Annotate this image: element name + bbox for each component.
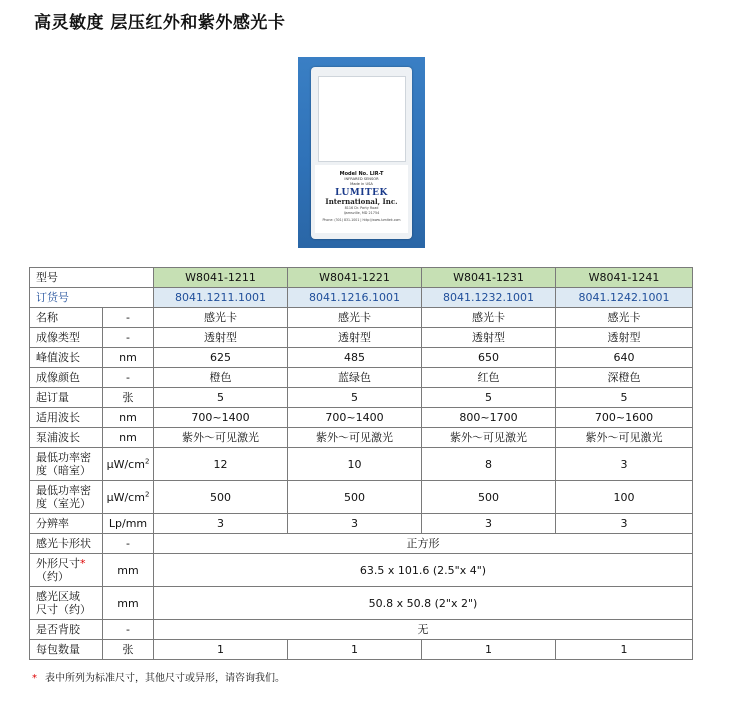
value-cell: 1	[556, 640, 693, 660]
value-cell: 感光卡	[556, 308, 693, 328]
sensor-card	[311, 67, 412, 239]
unit-cell: 张	[103, 640, 154, 660]
order-number-cell: 8041.1211.1001	[154, 288, 288, 308]
merged-value-cell: 50.8 x 50.8 (2"x 2")	[154, 587, 693, 620]
value-cell: 500	[154, 481, 288, 514]
order-number-cell: 8041.1232.1001	[422, 288, 556, 308]
value-cell: 650	[422, 348, 556, 368]
card-address-2: Ijamsville, MD 21754	[343, 210, 380, 215]
merged-value-cell: 正方形	[154, 534, 693, 554]
card-phone: Phone: (301) 831-1001 | http://www.lumitek.com	[322, 218, 401, 222]
table-row-shape	[30, 534, 693, 554]
row-label-line: （约）	[36, 570, 69, 583]
merged-value-cell: 无	[154, 620, 693, 640]
product-photo	[298, 57, 425, 248]
row-label-line: 最低功率密	[36, 484, 91, 497]
table-row-outer-size	[30, 554, 693, 587]
value-cell: 12	[154, 448, 288, 481]
unit-cell: mm	[103, 587, 154, 620]
model-cell: W8041-1211	[154, 268, 288, 288]
value-cell: 透射型	[154, 328, 288, 348]
row-label: 成像颜色	[30, 368, 103, 388]
row-label: 分辨率	[30, 514, 103, 534]
value-cell: 800~1700	[422, 408, 556, 428]
unit-cell: 张	[103, 388, 154, 408]
value-cell: 700~1400	[154, 408, 288, 428]
row-label	[30, 587, 103, 620]
unit-cell: -	[103, 620, 154, 640]
unit-cell: nm	[103, 428, 154, 448]
card-company: International, Inc.	[325, 197, 398, 206]
value-cell: 5	[154, 388, 288, 408]
table-row	[30, 428, 693, 448]
value-cell: 1	[288, 640, 422, 660]
value-cell: 5	[422, 388, 556, 408]
footnote	[32, 669, 285, 684]
order-number-cell: 8041.1216.1001	[288, 288, 422, 308]
lumitek-logo: LUMITEK	[335, 188, 388, 198]
row-label	[30, 448, 103, 481]
merged-value-cell: 63.5 x 101.6 (2.5"x 4")	[154, 554, 693, 587]
unit-cell: -	[103, 368, 154, 388]
table-row-density-room	[30, 481, 693, 514]
unit-cell	[103, 448, 154, 481]
value-cell: 100	[556, 481, 693, 514]
row-label: 是否背胶	[30, 620, 103, 640]
row-label	[30, 481, 103, 514]
row-label: 泵浦波长	[30, 428, 103, 448]
table-row-density-dark	[30, 448, 693, 481]
table-row	[30, 348, 693, 368]
value-cell: 红色	[422, 368, 556, 388]
order-number-cell: 8041.1242.1001	[556, 288, 693, 308]
value-cell: 感光卡	[288, 308, 422, 328]
value-cell: 蓝绿色	[288, 368, 422, 388]
row-label-line: 度（室光）	[36, 497, 91, 510]
unit-text: μW/cm	[106, 490, 145, 504]
footnote-marker: *	[80, 557, 86, 570]
table-row-model	[30, 268, 693, 288]
unit-cell: -	[103, 328, 154, 348]
card-label	[315, 165, 408, 233]
value-cell: 3	[422, 514, 556, 534]
model-cell: W8041-1241	[556, 268, 693, 288]
row-label: 起订量	[30, 388, 103, 408]
row-label-line: 感光区域	[36, 590, 80, 603]
sensor-area	[318, 76, 406, 162]
value-cell: 紫外～可见激光	[288, 428, 422, 448]
value-cell: 透射型	[422, 328, 556, 348]
value-cell: 500	[422, 481, 556, 514]
value-cell: 透射型	[288, 328, 422, 348]
table-row	[30, 328, 693, 348]
row-label-line: 外形尺寸	[36, 557, 80, 570]
footnote-text: 表中所列为标准尺寸，其他尺寸或异形，请咨询我们。	[45, 673, 285, 684]
unit-cell: nm	[103, 348, 154, 368]
row-label: 感光卡形状	[30, 534, 103, 554]
value-cell: 10	[288, 448, 422, 481]
value-cell: 透射型	[556, 328, 693, 348]
value-cell: 橙色	[154, 368, 288, 388]
value-cell: 3	[288, 514, 422, 534]
unit-cell: Lp/mm	[103, 514, 154, 534]
value-cell: 700~1400	[288, 408, 422, 428]
table-row-adhesive	[30, 620, 693, 640]
unit-cell	[103, 481, 154, 514]
table-row-resolution	[30, 514, 693, 534]
table-row	[30, 408, 693, 428]
card-sensor-type: INFRARED SENSOR	[344, 177, 379, 181]
unit-cell: -	[103, 308, 154, 328]
table-row-area-size	[30, 587, 693, 620]
row-label: 适用波长	[30, 408, 103, 428]
footnote-star: *	[32, 673, 37, 684]
value-cell: 1	[422, 640, 556, 660]
value-cell: 5	[288, 388, 422, 408]
row-label-order-number: 订货号	[30, 288, 154, 308]
value-cell: 640	[556, 348, 693, 368]
value-cell: 500	[288, 481, 422, 514]
value-cell: 8	[422, 448, 556, 481]
row-label-line: 最低功率密	[36, 451, 91, 464]
table-row	[30, 308, 693, 328]
value-cell: 1	[154, 640, 288, 660]
table-row	[30, 388, 693, 408]
row-label	[30, 554, 103, 587]
value-cell: 感光卡	[154, 308, 288, 328]
value-cell: 深橙色	[556, 368, 693, 388]
value-cell: 3	[556, 514, 693, 534]
value-cell: 紫外～可见激光	[422, 428, 556, 448]
unit-superscript: 2	[144, 489, 150, 498]
value-cell: 感光卡	[422, 308, 556, 328]
unit-superscript: 2	[144, 456, 150, 465]
card-made-in: Made in USA	[350, 182, 373, 186]
card-address-1: 8116 Dr. Party Road	[344, 206, 379, 210]
value-cell: 700~1600	[556, 408, 693, 428]
row-label: 峰值波长	[30, 348, 103, 368]
value-cell: 3	[556, 448, 693, 481]
value-cell: 5	[556, 388, 693, 408]
unit-text: μW/cm	[106, 457, 145, 471]
unit-cell: -	[103, 534, 154, 554]
model-cell: W8041-1221	[288, 268, 422, 288]
table-row-order-number	[30, 288, 693, 308]
row-label-line: 尺寸（约）	[36, 603, 91, 616]
row-label: 名称	[30, 308, 103, 328]
value-cell: 625	[154, 348, 288, 368]
row-label: 每包数量	[30, 640, 103, 660]
spec-table	[29, 267, 693, 660]
value-cell: 485	[288, 348, 422, 368]
table-row-per-pack	[30, 640, 693, 660]
model-cell: W8041-1231	[422, 268, 556, 288]
page-title: 高灵敏度 层压红外和紫外感光卡	[34, 13, 286, 33]
table-row	[30, 368, 693, 388]
value-cell: 紫外～可见激光	[556, 428, 693, 448]
unit-cell: nm	[103, 408, 154, 428]
card-model: Model No. LIR-T	[339, 171, 384, 177]
unit-cell: mm	[103, 554, 154, 587]
row-label-model: 型号	[30, 268, 154, 288]
value-cell: 3	[154, 514, 288, 534]
value-cell: 紫外～可见激光	[154, 428, 288, 448]
row-label: 成像类型	[30, 328, 103, 348]
row-label-line: 度（暗室）	[36, 464, 91, 477]
